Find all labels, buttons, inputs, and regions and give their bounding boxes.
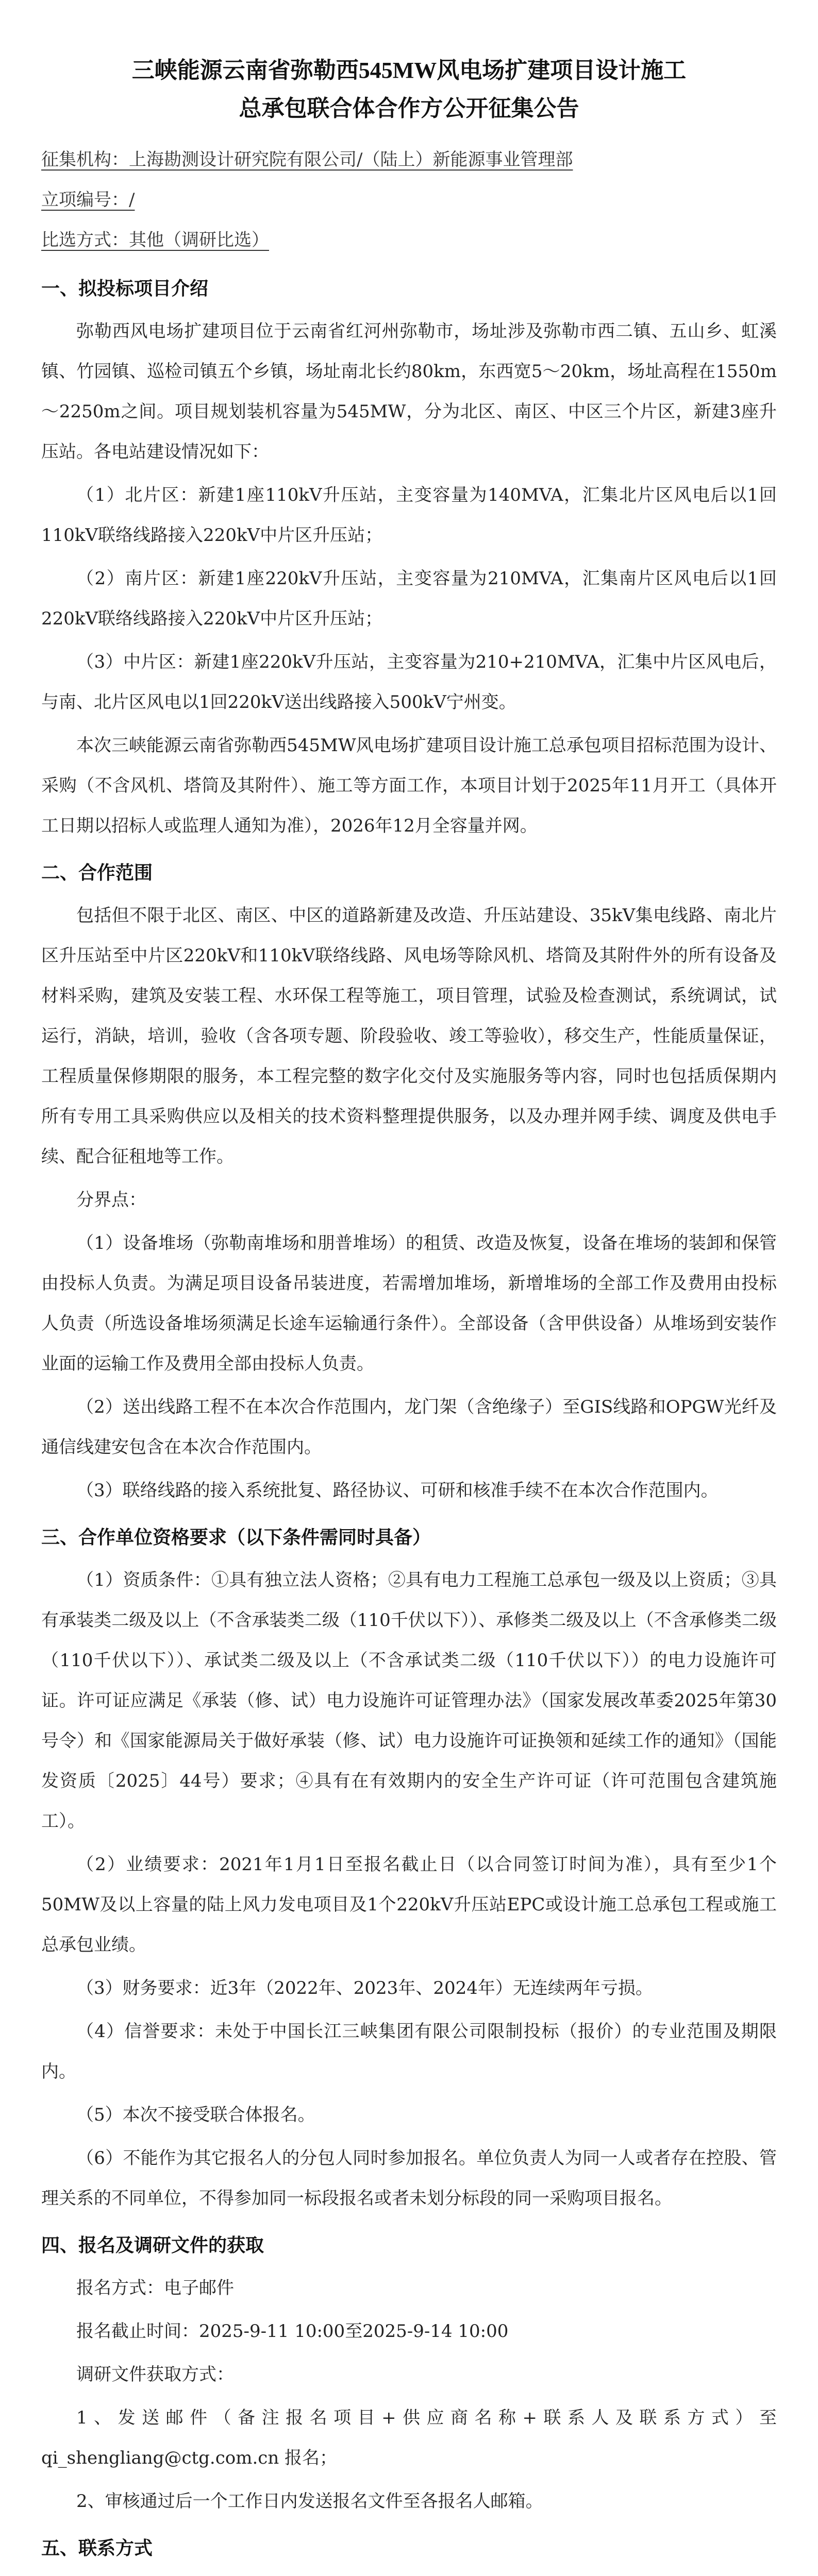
section-3-paragraph: （2）业绩要求：2021年1月1日至报名截止日（以合同签订时间为准），具有至少1个50MW及以上容量的陆上风力发电项目及1个220kV升压站EPC或设计施工总承包工程或施工总承包业绩。 <box>41 1854 777 1955</box>
meta-method-value: 其他（调研比选） <box>129 230 269 250</box>
document-page <box>41 0 777 2576</box>
signup-deadline: 报名截止时间：2025-9-11 10:00至2025-9-14 10:00 <box>76 2321 509 2342</box>
section-4-heading: 四、报名及调研文件的获取 <box>41 2234 264 2256</box>
section-2-paragraph: 包括但不限于北区、南区、中区的道路新建及改造、升压站建设、35kV集电线路、南北片区升压站至中片区220kV和110kV联络线路、风电场等除风机、塔筒及其附件外的所有设备及材料采购，建筑及安装工程、水环保工程等施工，项目管理，试验及检查测试，系统调试，试运行，消缺，培训，验收（含各项专题、阶段验收、竣工等验收），移交生产，性能质量保证，工程质量保修期限的服务，本工程完整的数字化交付及实施服务等内容，同时也包括质保期内所有专用工具采购供应以及相关的技术资料整理提供服务，以及办理并网手续、调度及供电手续、配合征租地等工作。 <box>41 905 777 1167</box>
doc-acquire-step-2: 2、审核通过后一个工作日内发送报名文件至各报名人邮箱。 <box>76 2491 543 2512</box>
section-3-paragraph: （5）本次不接受联合体报名。 <box>76 2105 315 2125</box>
title-line-1: 三峡能源云南省弥勒西545MW风电场扩建项目设计施工 <box>131 58 687 83</box>
step-1-tail: 报名； <box>279 2448 338 2468</box>
section-3-paragraph: （6）不能作为其它报名人的分包人同时参加报名。单位负责人为同一人或者存在控股、管理关系的不同单位，不得参加同一标段报名或者未划分标段的同一采购项目报名。 <box>41 2148 777 2209</box>
doc-acquire-step-1 <box>41 2398 777 2478</box>
meta-project-no-label: 立项编号： <box>41 190 129 210</box>
section-1-paragraph: （3）中片区：新建1座220kV升压站，主变容量为210+210MVA，汇集中片区风电后，与南、北片区风电以1回220kV送出线路接入500kV宁州变。 <box>41 652 777 713</box>
section-3-paragraph: （1）资质条件：①具有独立法人资格；②具有电力工程施工总承包一级及以上资质；③具有承装类二级及以上（不含承装类二级（110千伏以下））、承修类二级及以上（不含承修类二级（110千伏以下））、承试类二级及以上（不含承试类二级（110千伏以下））的电力设施许可证。许可证应满足《承装（修、试）电力设施许可证管理办法》（国家发展改革委2025年第30号令）和《国家能源局关于做好承装（修、试）电力设施许可证换领和延续工作的通知》（国能发资质〔2025〕44号）要求；④具有在有效期内的安全生产许可证（许可范围包含建筑施工）。 <box>41 1570 777 1832</box>
meta-project-no-value: / <box>129 190 135 210</box>
section-2-paragraph: 分界点： <box>76 1190 146 1210</box>
section-2-heading: 二、合作范围 <box>41 862 153 884</box>
section-5-heading: 五、联系方式 <box>41 2537 153 2559</box>
section-2-paragraph: （3）联络线路的接入系统批复、路径协议、可研和核准手续不在本次合作范围内。 <box>76 1480 719 1501</box>
meta-project-no <box>41 181 777 222</box>
meta-block <box>41 141 777 262</box>
doc-acquire-label: 调研文件获取方式： <box>76 2364 234 2385</box>
meta-org-label: 征集机构： <box>41 149 129 170</box>
section-3-paragraph: （3）财务要求：近3年（2022年、2023年、2024年）无连续两年亏损。 <box>76 1978 653 1998</box>
step-1-text: 1、发送邮件（备注报名项目+供应商名称+联系人及联系方式）至 <box>76 2408 777 2428</box>
section-1-paragraph: 本次三峡能源云南省弥勒西545MW风电场扩建项目设计施工总承包项目招标范围为设计、采购（不含风机、塔筒及其附件）、施工等方面工作，本项目计划于2025年11月开工（具体开工日期以招标人或监理人通知为准），2026年12月全容量并网。 <box>41 735 777 836</box>
section-2-paragraph: （1）设备堆场（弥勒南堆场和朋普堆场）的租赁、改造及恢复，设备在堆场的装卸和保管由投标人负责。为满足项目设备吊装进度，若需增加堆场，新增堆场的全部工作及费用由投标人负责（所选设备堆场须满足长途车运输通行条件）。全部设备（含甲供设备）从堆场到安装作业面的运输工作及费用全部由投标人负责。 <box>41 1233 777 1374</box>
section-2-paragraph: （2）送出线路工程不在本次合作范围内，龙门架（含绝缘子）至GIS线路和OPGW光纤及通信线建安包含在本次合作范围内。 <box>41 1397 777 1458</box>
title-line-2: 总承包联合体合作方公开征集公告 <box>239 96 579 121</box>
signup-method: 报名方式：电子邮件 <box>76 2278 234 2298</box>
contact-block <box>41 2571 777 2576</box>
signup-email-link[interactable]: qi_shengliang@ctg.com.cn <box>41 2448 279 2468</box>
section-3-paragraph: （4）信誉要求：未处于中国长江三峡集团有限公司限制投标（报价）的专业范围及期限内。 <box>41 2021 777 2082</box>
section-1-heading: 一、拟投标项目介绍 <box>41 278 209 299</box>
section-1-paragraph: （1）北片区：新建1座110kV升压站，主变容量为140MVA，汇集北片区风电后以1回110kV联络线路接入220kV中片区升压站； <box>41 485 777 546</box>
meta-method-label: 比选方式： <box>41 230 129 250</box>
meta-org-value: 上海勘测设计研究院有限公司/（陆上）新能源事业管理部 <box>129 149 573 170</box>
meta-method <box>41 222 777 262</box>
section-1-paragraph: 弥勒西风电场扩建项目位于云南省红河州弥勒市，场址涉及弥勒市西二镇、五山乡、虹溪镇、竹园镇、巡检司镇五个乡镇，场址南北长约80km，东西宽5～20km，场址高程在1550m～2250m之间。项目规划装机容量为545MW，分为北区、南区、中区三个片区，新建3座升压站。各电站建设情况如下： <box>41 321 777 462</box>
page-title <box>41 52 777 128</box>
section-1-paragraph: （2）南片区：新建1座220kV升压站，主变容量为210MVA，汇集南片区风电后以1回220kV联络线路接入220kV中片区升压站； <box>41 568 777 629</box>
meta-org <box>41 141 777 181</box>
section-3-heading: 三、合作单位资格要求（以下条件需同时具备） <box>41 1527 431 1548</box>
contact-person <box>41 2571 777 2576</box>
